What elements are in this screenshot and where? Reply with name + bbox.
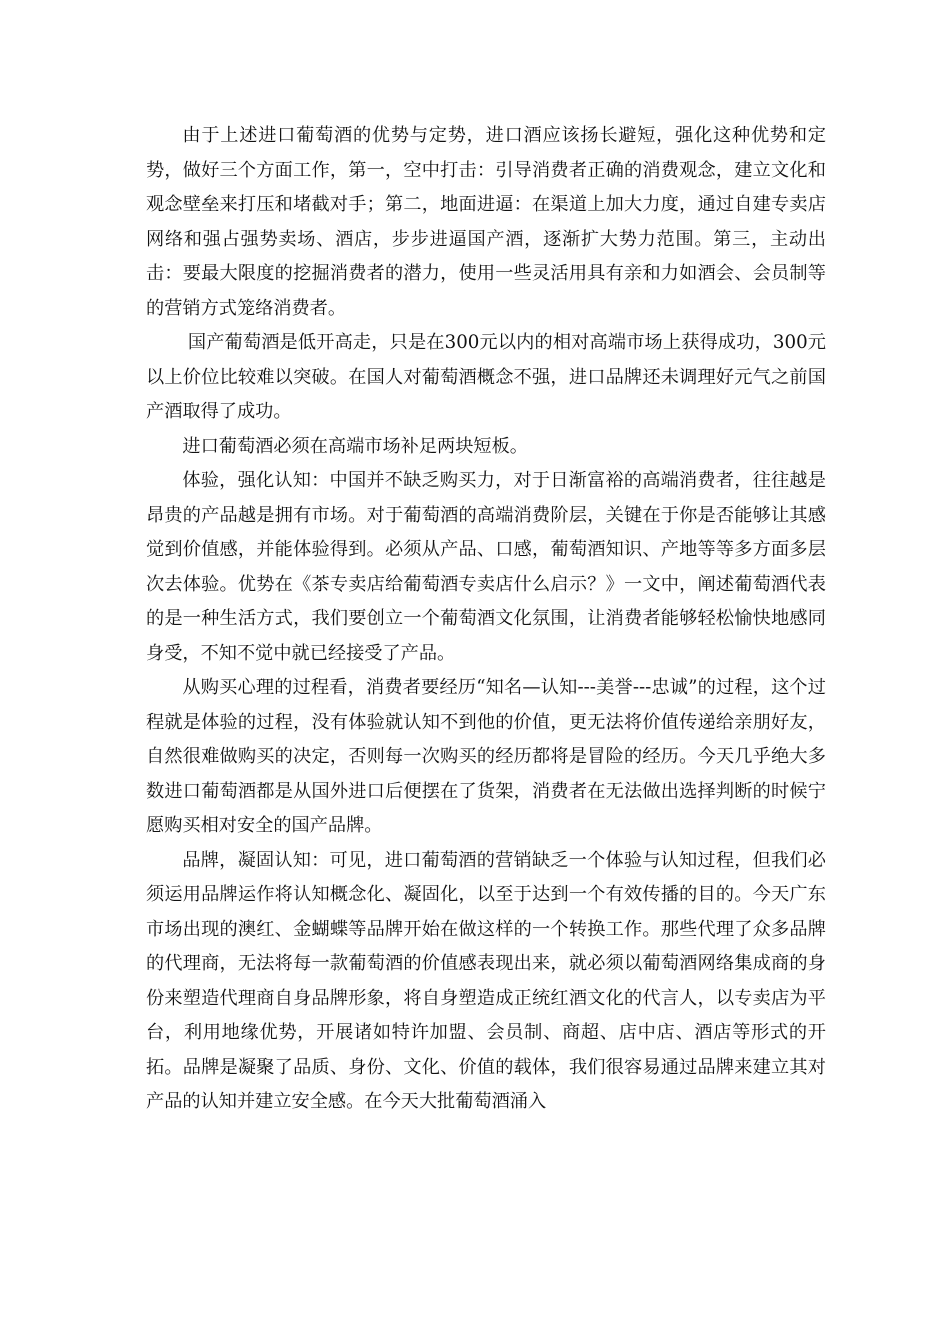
paragraph-import-strategy: 由于上述进口葡萄酒的优势与定势，进口酒应该扬长避短，强化这种优势和定势，做好三个方面工作，第一，空中打击：引导消费者正确的消费观念，建立文化和观念壁垒来打压和堵截对手；第二，地面进逼：在渠道上加大力度，通过自建专卖店网络和强占强势卖场、酒店，步步进逼国产酒，逐渐扩大势力范围。第三，主动出击：要最大限度的挖掘消费者的潜力，使用一些灵活用具有亲和力如酒会、会员制等的营销方式笼络消费者。 <box>146 125 826 319</box>
paragraph-experience: 体验，强化认知：中国并不缺乏购买力，对于日渐富裕的高端消费者，往往越是昂贵的产品越是拥有市场。对于葡萄酒的高端消费阶层，关键在于你是否能够让其感觉到价值感，并能体验得到。必须从产品、口感，葡萄酒知识、产地等等多方面多层次去体验。优势在《茶专卖店给葡萄酒专卖店什么启示？》一文中，阐述葡萄酒代表的是一种生活方式，我们要创立一个葡萄酒文化氛围，让消费者能够轻松愉快地感同身受，不知不觉中就已经接受了产品。 <box>146 470 826 664</box>
paragraph-two-shortboards: 进口葡萄酒必须在高端市场补足两块短板。 <box>182 435 528 457</box>
paragraph-domestic-wine: 国产葡萄酒是低开高走，只是在300元以内的相对高端市场上获得成功，300元以上价位比较难以突破。在国人对葡萄酒概念不强，进口品牌还未调理好元气之前国产酒取得了成功。 <box>146 332 826 422</box>
paragraph-purchase-psychology: 从购买心理的过程看，消费者要经历“知名—认知---美誉---忠诚”的过程，这个过程就是体验的过程，没有体验就认知不到他的价值，更无法将价值传递给亲朋好友，自然很难做购买的决定，否则每一次购买的经历都将是冒险的经历。今天几乎绝大多数进口葡萄酒都是从国外进口后便摆在了货架，消费者在无法做出选择判断的时候宁愿购买相对安全的国产品牌。 <box>146 677 826 836</box>
paragraph-brand: 品牌，凝固认知：可见，进口葡萄酒的营销缺乏一个体验与认知过程，但我们必须运用品牌运作将认知概念化、凝固化，以至于达到一个有效传播的目的。今天广东市场出现的澳红、金蝴蝶等品牌开始在做这样的一个转换工作。那些代理了众多品牌的代理商，无法将每一款葡萄酒的价值感表现出来，就必须以葡萄酒网络集成商的身份来塑造代理商自身品牌形象，将自身塑造成正统红酒文化的代言人，以专卖店为平台，利用地缘优势，开展诸如特许加盟、会员制、商超、店中店、酒店等形式的开拓。品牌是凝聚了品质、身份、文化、价值的载体，我们很容易通过品牌来建立其对产品的认知并建立安全感。在今天大批葡萄酒涌入 <box>146 849 826 1112</box>
